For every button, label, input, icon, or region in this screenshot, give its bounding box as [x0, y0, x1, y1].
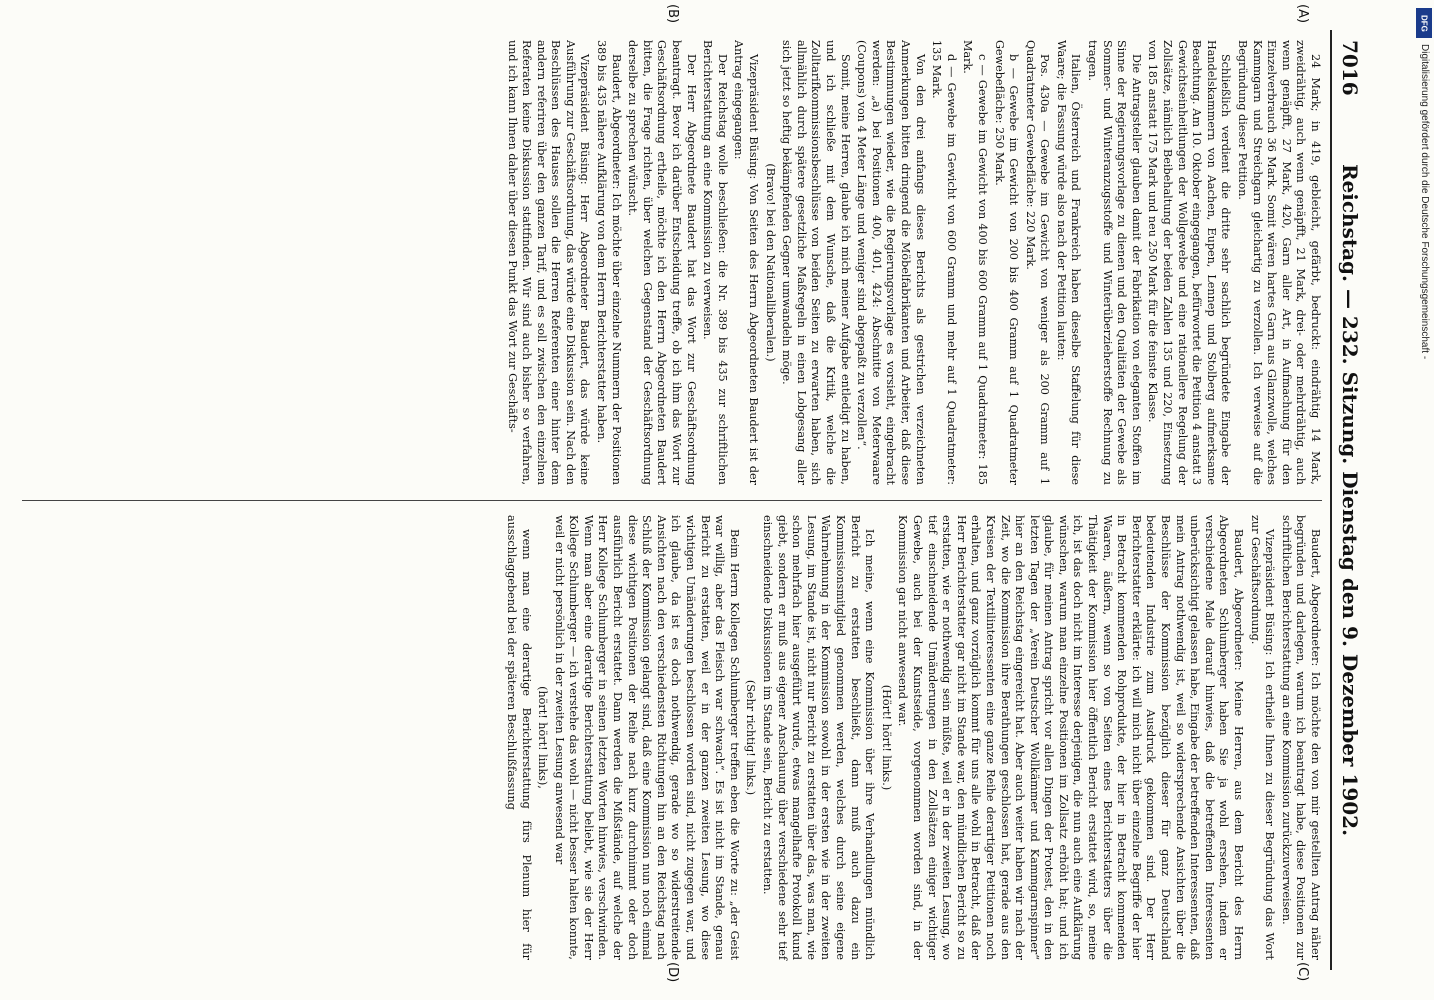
paragraph: Die Antragsteller glauben damit der Fabrikation von eleganten Stoffen im Sinne der Regierungsvorlage zu dienen und den Qualitäten der Gewebe als Sommer- und Winteranzugsstoffe und Winterüberzieherstoffe Rechnung zu tragen. — [1086, 40, 1143, 485]
paragraph: d — Gewebe im Gewicht von 600 Gramm und mehr auf 1 Quadratmeter: 135 Mark. — [930, 40, 958, 485]
paragraph: Italien, Österreich und Frankreich haben dieselbe Staffelung für diese Waare; die Fassung würde also nach der Petition lauten: — [1054, 40, 1083, 485]
paragraph: Vizepräsident Büsing: Herr Abgeordneter Baudert, das würde keine Ausführung zur Geschäftsordnung, das würde eine Diskussion sein. Nach den Beschlüssen des Hauses sollen die Herren Referenten einer hinter dem andern referiren über den ganzen Tarif, und es soll zwischen den einzelnen Referaten keine Diskussion stattfinden. Wir sind auch bisher so verfahren, und ich kann Ihnen daher über diesen Punkt das Wort zur Geschäfts- — [505, 40, 592, 485]
column-divider — [22, 500, 1322, 501]
digitization-note: Digitalisierung gefördert durch die Deutsche Forschungsgemeinschaft - — [1419, 44, 1430, 360]
page-number: 7016 — [1338, 40, 1362, 96]
page-header — [1328, 0, 1362, 1000]
running-title: Reichstag. — 232. Sitzung. Dienstag den 9. Dezember 1902. — [1338, 163, 1362, 837]
paragraph: Ich meine, wenn eine Kommission über ihre Verhandlungen mündlich Bericht zu erstatten beschließt, dann muß auch dazu ein Kommissionsmitglied genommen werden, welches durch seine eigene Wahrnehmung in der Kommission sowohl in der ersten wie in der zweiten Lesung, im Stande ist, nicht nur Bericht zu erstatten über das, was man, wie schon mehrfach hier ausgeführt wurde, etwas mangelhafte Protokoll kund giebt, sondern er muß aus eigener Anschauung über verschiedene sehr tief einschneidende Diskussionen im Stande sein, Bericht zu erstatten. — [761, 515, 877, 960]
paragraph: Baudert, Abgeordneter: Ich möchte den von mir gestellten Antrag näher begründen und darlegen, warum ich beantragt habe, diese Positionen zur schriftlichen Berichterstattung an eine Kommission zurückzuverweisen. — [1279, 515, 1322, 960]
left-column — [22, 40, 1322, 485]
paragraph: Pos. 430a — Gewebe im Gewicht von weniger als 200 Gramm auf 1 Quadratmeter Gewebefläche: 220 Mark. — [1023, 40, 1052, 485]
paragraph: (Sehr richtig! links.) — [744, 679, 758, 796]
paragraph: wenn man eine derartige Berichterstattung fürs Plenum hier für ausschlaggebend bei der späteren Beschlußfassung — [504, 515, 533, 960]
paragraph: Von den drei anfangs dieses Berichts als gestrichen verzeichneten Anmerkungen bitten dringend die Möbelfabrikanten und Arbeiter, daß diese Bestimmungen wieder, wie die Regierungsvorlage es vorsieht, eingebracht werden: „a) bei Positionen 400, 401, 424: Abschnitte von Meterwaare (Coupons) von 4 Meter Länge und weniger sind abgepaßt zu verzollen“. — [855, 40, 927, 485]
paragraph: Vizepräsident Büsing: Von Seiten des Herrn Abgeordneten Baudert ist der Antrag eingegangen: — [732, 40, 761, 485]
paragraph: c — Gewebe im Gewicht von 400 bis 600 Gramm auf 1 Quadratmeter: 185 Mark. — [961, 40, 989, 485]
paragraph: Baudert, Abgeordneter: Ich möchte über einzelne Nummern der Positionen 389 bis 435 nähere Aufklärung von dem Herrn Berichterstatter haben. — [595, 40, 623, 485]
margin-marker-c: (C) — [1295, 962, 1310, 982]
paragraph: Somit, meine Herren, glaube ich mich meiner Aufgabe entledigt zu haben, und ich schließe mit dem Wunsche, daß die Kritik, welche die Zolltarifkommissionsbeschlüsse von beiden Seiten zu erwarten haben, sich allmählich durch spätere gesetzliche Maßregeln in einen Lobgesang aller sich jetzt so heftig bekämpfenden Gegner umwandeln möge. — [780, 40, 852, 485]
right-column — [22, 515, 1322, 960]
margin-marker-d: (D) — [665, 962, 680, 983]
paragraph: Der Reichstag wolle beschließen: die Nr. 389 bis 435 zur schriftlichen Berichterstattung an eine Kommission zu verweisen. — [701, 40, 729, 485]
header-rule — [1330, 30, 1332, 970]
paragraph: (Hört! hört! links.) — [879, 684, 893, 791]
paragraph: b — Gewebe im Gewicht von 200 bis 400 Gramm auf 1 Quadratmeter Gewebefläche: 250 Mark. — [992, 40, 1021, 485]
margin-marker-b: (B) — [665, 4, 680, 24]
paragraph: Beim Herrn Kollegen Schlumberger treffen eben die Worte zu: „der Geist war willig, aber das Fleisch war schwach“. Es ist nicht im Stande, genau Bericht zu erstatten, weil er in der ganzen zweiten Lesung, wo diese wichtigen Umänderungen beschlossen worden sind, nicht zugegen war, und ich glaube, da ist es doch nothwendig, gerade wo so widerstreitende Ansichten nach den verschiedensten Richtungen hin an den Reichstag nach Schluß der Kommission gelangt sind, daß eine Kommission nun noch einmal diese wichtigen Positionen der Reihe nach kurz durchnimmt oder doch ausführlich Bericht erstattet. Dann werden die Mißstände, auf welche der Herr Kollege Schlumberger in seinen letzten Worten hinwies, verschwinden. Wenn man aber eine derartige Berichterstattung beliebt, wie sie der Herr Kollege Schlumberger — ich verstehe das wohl — nicht besser halten konnte, weil er nicht persönlich in der zweiten Lesung anwesend war — [552, 515, 741, 960]
paragraph: Schließlich verdient die dritte sehr sachlich begründete Eingabe der Handelskammern von Aachen, Eupen, Lennep und Stolberg aufmerksame Beachtung. Am 10. Oktober eingegangen, befürwortet die Petition 4 anstatt 3 Gewichtseinheitlungen der Wollgewebe und eine rationellere Regelung der Zollsätze, nämlich Beibehaltung der beiden Zahlen 135 und 220, Einsetzung von 185 anstatt 175 Mark und neu 250 Mark für die feinste Klasse. — [1146, 40, 1233, 485]
paragraph: (Bravo! bei den Nationalliberalen.) — [763, 163, 777, 362]
paragraph: Baudert, Abgeordneter: Meine Herren, aus dem Bericht des Herrn Abgeordneten Schlumberger haben Sie ja wohl ersehen, indem er verschiedene Male darauf hinwies, daß die betreffenden Interessenten unberücksichtigt gelassen habe, Eingabe der betreffenden Interessenten, daß mein Antrag nothwendig ist, weil so widersprechende Ansichten über die Beschlüsse der Kommission bezüglich dieser für ganz Deutschland bedeutenden Industrie zum Ausdruck gekommen sind. Der Herr Berichterstatter erklärte: ich will mich nicht über einzelne Begriffe der hier in Betracht kommenden Rohprodukte, der hier in Betracht kommenden Waaren, äußern, wenn so von Seiten eines Berichterstatters über die Thätigkeit der Kommission hier öffentlich Bericht erstattet wird, so, meine ich, ist das doch nicht im Interesse derjenigen, die nun auch eine Aufklärung wünschen, warum man einzelne Positionen im Zollsatz erhöht hat; und ich glaube, für meinen Antrag spricht vor allen Dingen der Protest, den in den letzten Tagen der „Verein Deutscher Wollkämmer und Kammgarnspinner“ hier an den Reichstag eingereicht hat. Aber auch weiter haben wir nach der Zeit, wo die Kommission ihre Berathungen geschlossen hat, gerade aus den Kreisen der Textilinteressenten eine ganze Reihe derartiger Petitionen noch erhalten, und ganz vorzüglich kommt für uns alle wohl in Betracht, daß der Herr Berichterstatter gar nicht im Stande war, den mündlichen Bericht so zu erstatten, wie er nothwendig sein müßte, weil er in der zweiten Lesung, wo tief einschneidende Umänderungen in den Zollsätzen einiger wichtiger Gewebe, auch bei der Kunstseide, vorgenommen worden sind, in der Kommission gar nicht anwesend war. — [896, 515, 1246, 960]
paragraph: Der Herr Abgeordnete Baudert hat das Wort zur Geschäftsordnung beantragt. Bevor ich darüber Entscheidung treffe, ob ich ihm das Wort zur Geschäftsordnung ertheile, möchte ich den Herrn Abgeordneten Baudert bitten, die Frage richten, über welchen Gegenstand der Geschäftsordnung derselbe zu sprechen wünscht. — [626, 40, 698, 485]
dfg-logo: DFG — [1416, 8, 1432, 38]
paragraph: (hört! hört! links), — [536, 686, 550, 789]
margin-marker-a: (A) — [1295, 4, 1310, 24]
paragraph: 24 Mark; in 419, gebleicht, gefärbt, bedruckt: eindrähtig 14 Mark, zweidrähtig, auch wenn genäpfft, 21 Mark, drei- oder mehrdrähtig, auch wenn genäpfft, 27 Mark, 420, Garn aller Art, in Aufmachung für den Einzelverbrauch 36 Mark. Somit wären hartes Garn aus Glanzwolle, welches Kammgarn und Streichgarn gleichartig zu verzollen. Ich verweise auf die Begründung dieser Petition. — [1236, 40, 1322, 485]
paragraph: Vizepräsident Büsing: Ich ertheile Ihnen zu dieser Begründung das Wort zur Geschäftsordnung. — [1248, 515, 1277, 960]
